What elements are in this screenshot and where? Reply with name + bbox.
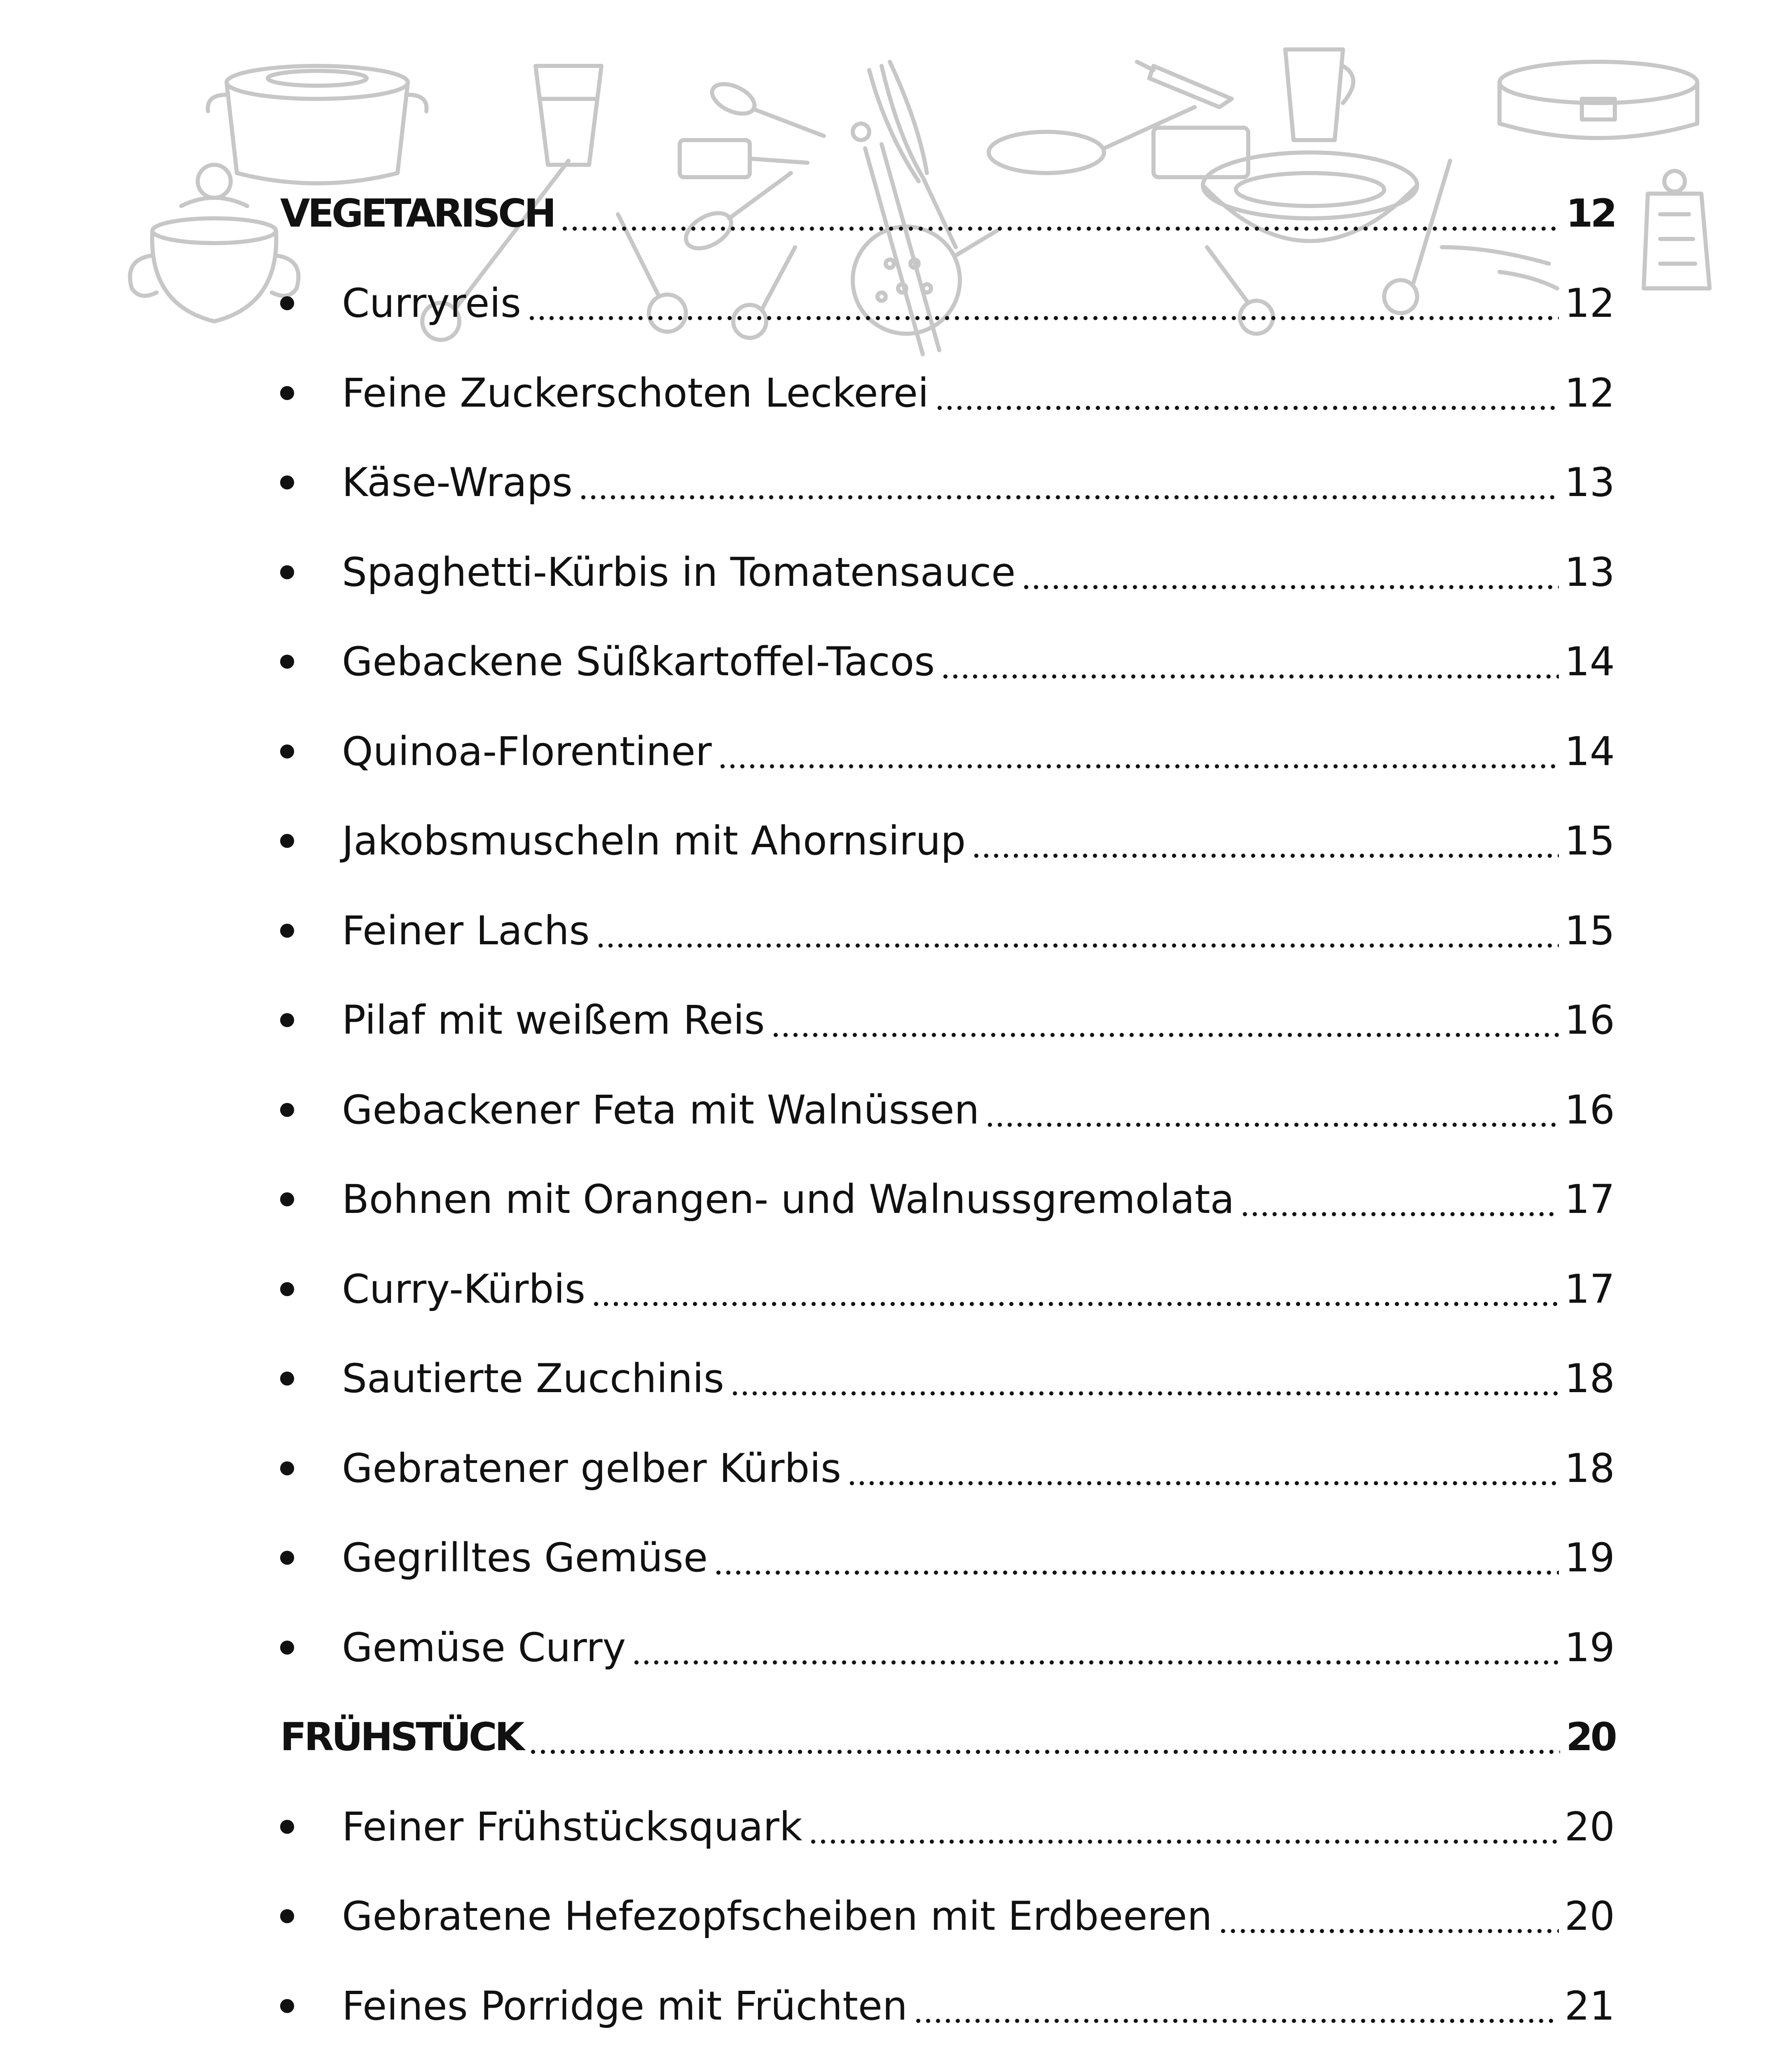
grater-icon <box>1644 171 1710 288</box>
sugar-bowl-icon <box>130 165 299 321</box>
toc-entry[interactable] <box>280 2051 1615 2060</box>
section-title: VEGETARISCH <box>280 191 554 236</box>
dot-leader <box>913 1986 1559 2026</box>
bullet-icon <box>280 1013 342 1027</box>
toc-entry[interactable] <box>280 527 1615 617</box>
bullet-icon <box>280 1641 342 1655</box>
page-number: 13 <box>1564 549 1615 595</box>
entry-title: Feine Zuckerschoten Leckerei <box>342 370 929 416</box>
page-number: 19 <box>1564 1535 1615 1581</box>
dot-leader <box>1021 552 1559 592</box>
bullet-icon <box>280 1461 342 1475</box>
entry-title: Gemüse Curry <box>342 1624 626 1671</box>
page-number: 12 <box>1564 370 1615 416</box>
page-number: 18 <box>1564 1445 1615 1491</box>
page-number: 20 <box>1564 1803 1615 1850</box>
bullet-icon <box>280 655 342 669</box>
glass-icon <box>536 66 601 165</box>
entry-title: Pilaf mit weißem Reis <box>342 997 765 1044</box>
toc-section-heading[interactable] <box>280 169 1615 259</box>
page-number: 13 <box>1564 459 1615 506</box>
page-number: 19 <box>1564 1624 1615 1671</box>
page-number: 17 <box>1564 1176 1615 1223</box>
dot-leader <box>847 1449 1559 1488</box>
page-number: 15 <box>1564 818 1615 864</box>
entry-title: Bohnen mit Orangen- und Walnussgremolata <box>342 1176 1235 1223</box>
dot-leader <box>935 373 1559 413</box>
dot-leader <box>971 821 1559 861</box>
bullet-icon <box>280 1820 342 1834</box>
bullet-icon <box>280 1192 342 1206</box>
toc-entry[interactable] <box>280 707 1615 796</box>
knife-icon <box>680 62 1232 177</box>
bullet-icon <box>280 1909 342 1923</box>
entry-title: Feines Porridge mit Früchten <box>342 1983 908 2029</box>
entry-title: Gegrilltes Gemüse <box>342 1535 708 1581</box>
entry-title: Käse-Wraps <box>342 459 573 506</box>
toc-entry[interactable] <box>280 1155 1615 1245</box>
dot-leader <box>596 911 1559 950</box>
frying-pan-icon <box>989 107 1195 173</box>
page-number: 20 <box>1564 1893 1615 1940</box>
dot-leader <box>1218 1896 1559 1936</box>
entry-title: Gebratene Hefezopfscheiben mit Erdbeeren <box>342 1893 1212 1940</box>
pitcher-icon <box>1285 49 1353 140</box>
dot-leader <box>528 1717 1560 1757</box>
page-number: 20 <box>1566 1714 1615 1760</box>
toc-entry[interactable] <box>280 617 1615 707</box>
page-number: 14 <box>1564 639 1615 685</box>
bullet-icon <box>280 1103 342 1117</box>
dot-leader <box>730 1359 1559 1398</box>
toc-entry[interactable] <box>280 976 1615 1065</box>
page-number: 17 <box>1564 1266 1615 1312</box>
bullet-icon <box>280 1282 342 1296</box>
bullet-icon <box>280 924 342 938</box>
dot-leader <box>1240 1180 1558 1219</box>
toc-entry[interactable] <box>280 1961 1615 2051</box>
dot-leader <box>771 1000 1559 1040</box>
toc-entry[interactable] <box>280 1423 1615 1513</box>
toc-entry[interactable] <box>280 886 1615 976</box>
entry-title: Feiner Frühstücksquark <box>342 1803 802 1850</box>
dot-leader <box>985 1090 1558 1130</box>
dot-leader <box>718 732 1559 771</box>
bullet-icon <box>280 1999 342 2013</box>
table-of-contents <box>280 169 1615 2060</box>
entry-title: Spaghetti-Kürbis in Tomatensauce <box>342 549 1016 595</box>
section-title: FRÜHSTÜCK <box>280 1714 522 1760</box>
toc-entry[interactable] <box>280 1603 1615 1692</box>
dot-leader <box>632 1628 1559 1667</box>
entry-title: Gebratener gelber Kürbis <box>342 1445 842 1491</box>
page-number: 21 <box>1564 1983 1615 2029</box>
dot-leader <box>808 1807 1559 1847</box>
toc-entry[interactable] <box>280 1334 1615 1424</box>
dot-leader <box>560 194 1560 234</box>
page-number: 16 <box>1564 1086 1615 1133</box>
dot-leader <box>578 463 1559 502</box>
bullet-icon <box>280 834 342 848</box>
entry-title: Jakobsmuscheln mit Ahornsirup <box>342 818 966 864</box>
toc-entry[interactable] <box>280 1513 1615 1603</box>
dot-leader <box>714 1538 1559 1578</box>
cake-tin-icon <box>1500 62 1697 138</box>
dot-leader <box>527 283 1559 323</box>
page-number: 15 <box>1564 907 1615 954</box>
toc-entry[interactable] <box>280 438 1615 528</box>
bullet-icon <box>280 386 342 400</box>
toc-entry[interactable] <box>280 1872 1615 1962</box>
dot-leader <box>591 1269 1559 1309</box>
bullet-icon <box>280 565 342 579</box>
toc-section-heading[interactable] <box>280 1692 1615 1782</box>
entry-title: Gebackene Süßkartoffel-Tacos <box>342 639 935 685</box>
toc-entry[interactable] <box>280 348 1615 438</box>
bullet-icon <box>280 1551 342 1565</box>
page-number: 12 <box>1566 191 1615 236</box>
page-number: 18 <box>1564 1355 1615 1402</box>
toc-entry[interactable] <box>280 259 1615 349</box>
cooking-pot-icon <box>208 66 427 183</box>
bullet-icon <box>280 296 342 310</box>
entry-title: Gebackener Feta mit Walnüssen <box>342 1086 980 1133</box>
bullet-icon <box>280 744 342 758</box>
toc-entry[interactable] <box>280 796 1615 886</box>
toc-entry[interactable] <box>280 1244 1615 1334</box>
page-number: 14 <box>1564 728 1615 775</box>
toc-entry[interactable] <box>280 1782 1615 1872</box>
dot-leader <box>940 642 1559 681</box>
bullet-icon <box>280 475 342 489</box>
page-number: 16 <box>1564 997 1615 1044</box>
entry-title: Curry-Kürbis <box>342 1266 585 1312</box>
entry-title: Quinoa-Florentiner <box>342 728 712 775</box>
entry-title: Curryreis <box>342 280 522 327</box>
toc-entry[interactable] <box>280 1065 1615 1155</box>
entry-title: Feiner Lachs <box>342 907 590 954</box>
entry-title: Sautierte Zucchinis <box>342 1355 724 1402</box>
bullet-icon <box>280 1372 342 1386</box>
page-number: 12 <box>1564 280 1615 327</box>
